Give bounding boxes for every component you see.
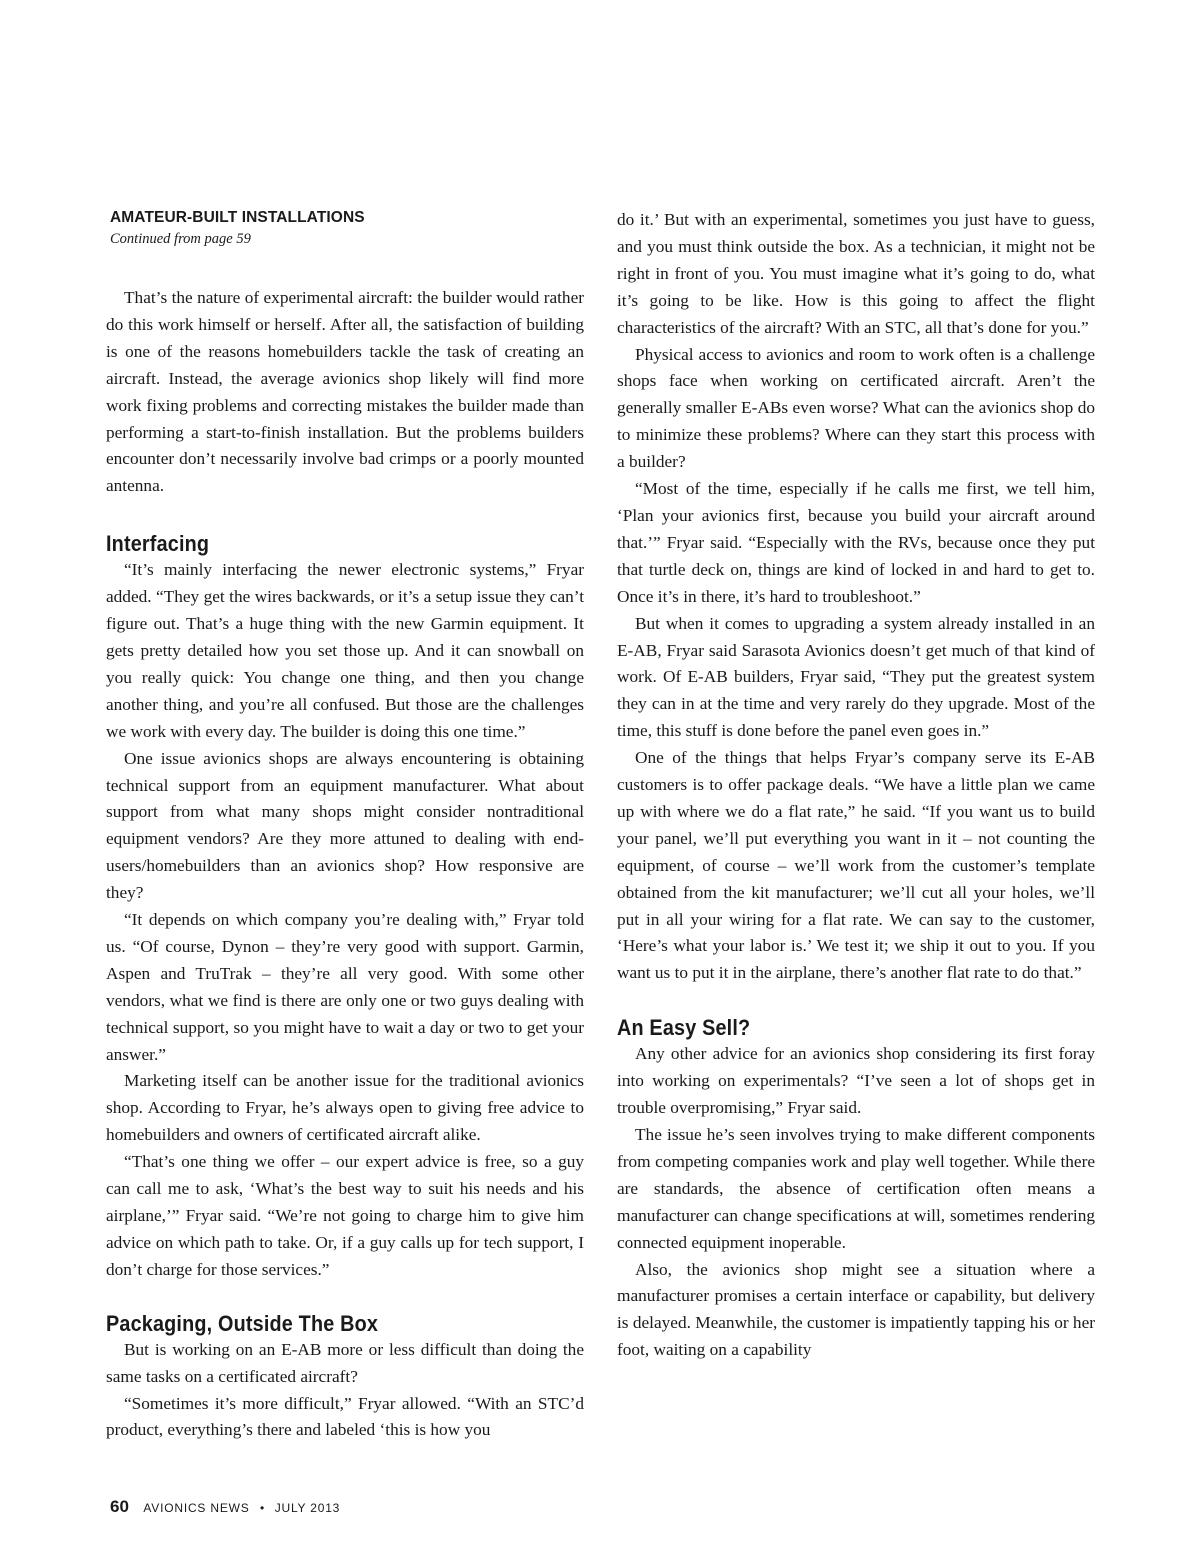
paragraph: Marketing itself can be another issue for the traditional avionics shop. According to Fryar, he’s always open to giving free advice to homebuilders and owners of certificated aircraft alike. (106, 1071, 584, 1145)
paragraph: “Most of the time, especially if he calls me first, we tell him, ‘Plan your avionics first, because you build your aircraft around that.’” Fryar said. “Especially with the RVs, because once they put that turtle deck on, things are kind of locked in and hard to get to. Once it’s in there, it’s hard to troubleshoot.” (617, 479, 1095, 606)
section-kicker: AMATEUR-BUILT INSTALLATIONS (110, 209, 365, 226)
heading-interfacing: Interfacing (106, 531, 210, 557)
paragraph: Physical access to avionics and room to work often is a challenge shops face when working on certificated aircraft. Aren’t the generally smaller E-ABs even worse? What can the avionics shop do to minimize these problems? Where can they start this process with a builder? (617, 344, 1095, 472)
paragraph: “It depends on which company you’re dealing with,” Fryar told us. “Of course, Dynon – they’re very good with support. Garmin, Aspen and TruTrak – they’re all very good. With some other vendors, what we find is there are only one or two guys dealing with technical support, so you might have to wait a day or two to get your answer.” (106, 910, 584, 1064)
paragraph: Also, the avionics shop might see a situation where a manufacturer promises a certain interface or capability, but delivery is delayed. Meanwhile, the customer is impatiently tapping his or her foot, waiting on a capability (617, 1259, 1096, 1360)
page-footer (110, 1497, 340, 1517)
paragraph: do it.’ But with an experimental, sometimes you just have to guess, and you must think outside the box. As a technician, it might not be right in front of you. You must imagine what it’s going to do, what it’s going to be like. How is this going to affect the flight characteristics of the aircraft? With an STC, all that’s done for you.” (617, 210, 1095, 337)
page-number: 60 (110, 1497, 129, 1516)
paragraph: One of the things that helps Fryar’s company serve its E-AB customers is to offer package deals. “We have a little plan we came up with where we do a flat rate,” he said. “If you want us to build your panel, we’ll put everything you want in it – not counting the equipment, of course – we’ll work from the customer’s template obtained from the kit manufacturer; we’ll cut all your holes, we’ll put in all your wiring for a flat rate. We can say to the customer, ‘Here’s what your labor is.’ We test it; we ship it out to you. If you want us to put it in the airplane, there’s another flat rate to do that.” (617, 748, 1095, 983)
continued-from-note: Continued from page 59 (110, 231, 251, 247)
right-column (617, 207, 1095, 1364)
heading-easy-sell: An Easy Sell? (617, 1015, 751, 1041)
paragraph: One issue avionics shops are always encountering is obtaining technical support from an equipment manufacturer. What about support from what many shops might consider nontraditional equipment vendors? Are they more attuned to dealing with endusers/homebuilders than an avionics shop? How responsive are they? (106, 748, 584, 903)
left-column (106, 285, 584, 1444)
paragraph: But is working on an E-AB more or less difficult than doing the same tasks on a certificated aircraft? (106, 1339, 584, 1386)
footer-separator: • (260, 1501, 265, 1515)
paragraph: Any other advice for an avionics shop considering its first foray into working on experimentals? “I’ve seen a lot of shops get in trouble overpromising,” Fryar said. (617, 1044, 1095, 1118)
paragraph: The issue he’s seen involves trying to make different components from competing companies work and play well together. While there are standards, the absence of certification often means a manufacturer can change specifications at will, sometimes rendering connected equipment inoperable. (617, 1125, 1095, 1252)
issue-date: JULY 2013 (274, 1501, 341, 1515)
paragraph: “Sometimes it’s more difficult,” Fryar allowed. “With an STC’d product, everything’s there and labeled ‘this is how you (106, 1393, 584, 1440)
paragraph: “That’s one thing we offer – our expert advice is free, so a guy can call me to ask, ‘What’s the best way to suit his needs and his airplane,’” Fryar said. “We’re not going to charge him to give him advice on which path to take. Or, if a guy calls up for tech support, I don’t charge for those services.” (106, 1152, 584, 1279)
paragraph: That’s the nature of experimental aircraft: the builder would rather do this work himself or herself. After all, the satisfaction of building is one of the reasons homebuilders tackle the task of creating an aircraft. Instead, the average avionics shop likely will find more work fixing problems and correcting mistakes the builder made than performing a start-to-finish installation. But the problems builders encounter don’t necessarily involve bad crimps or a poorly mounted antenna. (106, 288, 584, 496)
paragraph: “It’s mainly interfacing the newer electronic systems,” Fryar added. “They get the wires backwards, or it’s a setup issue they can’t figure out. That’s a huge thing with the new Garmin equipment. It gets pretty detailed how you set those up. And it can snowball on you really quick: You change one thing, and then you change another thing, and you’re all confused. But those are the challenges we work with every day. The builder is doing this one time.” (106, 560, 584, 741)
heading-packaging: Packaging, Outside The Box (106, 1310, 379, 1336)
publication-name: AVIONICS NEWS (143, 1501, 250, 1515)
paragraph: But when it comes to upgrading a system already installed in an E-AB, Fryar said Sarasota Avionics doesn’t get much of that kind of work. Of E-AB builders, Fryar said, “They put the greatest system they can in at the time and very rarely do they upgrade. Most of the time, this stuff is done before the panel even goes in.” (617, 613, 1095, 741)
